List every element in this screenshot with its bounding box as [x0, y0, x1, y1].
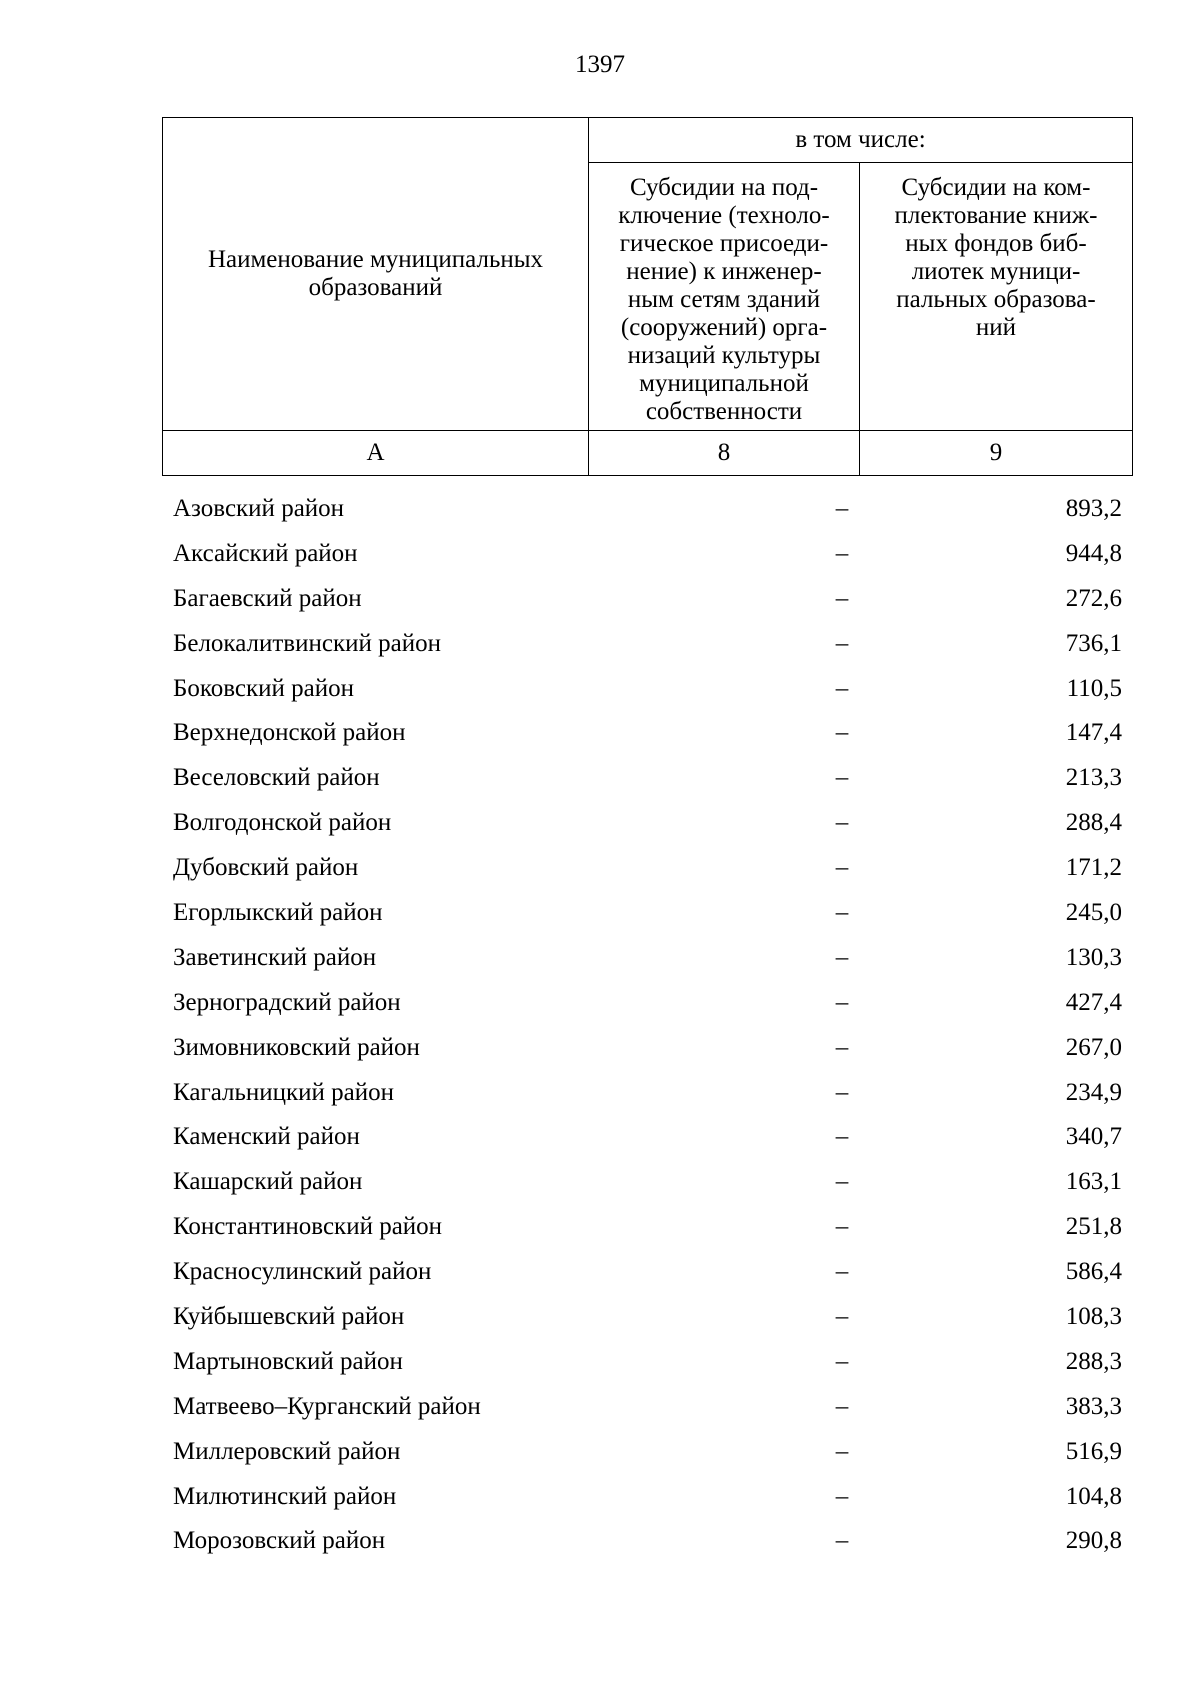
municipality-name: Куйбышевский район: [173, 1303, 405, 1331]
col8-value: –: [835, 1482, 849, 1510]
header-line: лиотек муници-: [911, 258, 1081, 285]
col9-value: 288,3: [1065, 1347, 1122, 1375]
table-row: [0, 757, 1200, 802]
col9-value: 944,8: [1065, 539, 1122, 567]
table-row: [0, 578, 1200, 623]
table-row: [0, 802, 1200, 847]
col8-value: –: [835, 1527, 849, 1555]
table-row: [0, 1027, 1200, 1072]
col8-value: –: [835, 988, 849, 1016]
header-line: ных фондов биб-: [905, 230, 1087, 257]
col9-value: 272,6: [1065, 584, 1122, 612]
municipality-name: Белокалитвинский район: [173, 629, 441, 657]
municipality-name: Матвеево–Курганский район: [173, 1392, 481, 1420]
table-row: [0, 1251, 1200, 1296]
municipality-name: Боковский район: [173, 674, 354, 702]
col8-value: –: [835, 1168, 849, 1196]
col8-value: –: [835, 1258, 849, 1286]
table-row: [0, 668, 1200, 713]
header-line: Субсидии на под-: [629, 174, 819, 201]
col9-value: 110,5: [1066, 674, 1122, 702]
municipality-name: Милютинский район: [173, 1482, 397, 1510]
index-cell-9: 9: [860, 431, 1133, 476]
header-line: плектование книж-: [894, 202, 1098, 229]
col8-value: –: [835, 809, 849, 837]
table-row: [0, 1520, 1200, 1565]
municipality-name: Каменский район: [173, 1123, 360, 1151]
header-col9: [860, 163, 1133, 431]
municipality-name: Веселовский район: [173, 764, 380, 792]
col8-value: –: [835, 1078, 849, 1106]
col8-value: –: [835, 943, 849, 971]
municipality-name: Аксайский район: [173, 539, 358, 567]
col9-value: 383,3: [1065, 1392, 1122, 1420]
col8-value: –: [835, 1437, 849, 1465]
table-row: [0, 1386, 1200, 1431]
table-row: [0, 1431, 1200, 1476]
col9-value: 290,8: [1065, 1527, 1122, 1555]
table-row: [0, 892, 1200, 937]
municipality-name: Миллеровский район: [173, 1437, 401, 1465]
col9-value: 104,8: [1065, 1482, 1122, 1510]
table-header: [162, 117, 1133, 476]
municipality-name: Волгодонской район: [173, 809, 392, 837]
table-body: [0, 488, 1200, 1565]
col9-value: 251,8: [1065, 1213, 1122, 1241]
table-row: [0, 533, 1200, 578]
col8-value: –: [835, 1213, 849, 1241]
table-row: [0, 847, 1200, 892]
header-line: ным сетям зданий: [627, 286, 821, 313]
page-number: 1397: [575, 51, 625, 78]
col9-value: 130,3: [1065, 943, 1122, 971]
municipality-name: Азовский район: [173, 495, 345, 522]
header-line: пальных образова-: [896, 286, 1096, 313]
municipality-name: Кашарский район: [173, 1168, 363, 1196]
municipality-name: Заветинский район: [173, 943, 377, 971]
municipality-name: Дубовский район: [173, 854, 359, 882]
table-row: [0, 712, 1200, 757]
table-row: [0, 1296, 1200, 1341]
table-row: [0, 1206, 1200, 1251]
col9-value: 108,3: [1065, 1303, 1122, 1331]
header-col8: [589, 163, 860, 431]
header-name-column: Наименование муниципальных образований: [163, 118, 589, 431]
col8-value: –: [835, 764, 849, 792]
col8-value: –: [835, 1347, 849, 1375]
col9-value: 893,2: [1065, 495, 1122, 522]
col9-value: 234,9: [1065, 1078, 1122, 1106]
header-line: (сооружений) орга-: [620, 314, 828, 341]
header-line: муниципальной: [639, 370, 809, 397]
col9-value: 147,4: [1065, 719, 1122, 747]
col8-value: –: [835, 1392, 849, 1420]
header-line: нение) к инженер-: [626, 258, 822, 285]
table-row: [0, 1116, 1200, 1161]
col8-value: –: [835, 539, 849, 567]
col9-value: 163,1: [1065, 1168, 1122, 1196]
col9-value: 736,1: [1065, 629, 1122, 657]
col8-value: –: [835, 854, 849, 882]
header-line: собственности: [645, 398, 803, 425]
municipality-name: Кагальницкий район: [173, 1078, 395, 1106]
col8-value: –: [835, 584, 849, 612]
col8-value: –: [835, 899, 849, 927]
municipality-name: Константиновский район: [173, 1213, 443, 1241]
col8-value: –: [835, 719, 849, 747]
col9-value: 171,2: [1065, 854, 1122, 882]
col9-value: 245,0: [1065, 899, 1122, 927]
header-group-label: в том числе:: [589, 118, 1133, 163]
table-row: [0, 1161, 1200, 1206]
index-cell-8: 8: [589, 431, 860, 476]
col8-value: –: [835, 495, 849, 522]
municipality-name: Мартыновский район: [173, 1347, 403, 1375]
col9-value: 427,4: [1065, 988, 1122, 1016]
table-row: [0, 1341, 1200, 1386]
header-line: ключение (техноло-: [618, 202, 830, 229]
col9-value: 586,4: [1065, 1258, 1122, 1286]
index-cell-a: А: [163, 431, 589, 476]
table-row: [0, 1072, 1200, 1117]
municipality-name: Верхнедонской район: [173, 719, 406, 747]
municipality-name: Багаевский район: [173, 584, 362, 612]
municipality-name: Морозовский район: [173, 1527, 386, 1555]
header-line: ний: [975, 314, 1017, 341]
col9-value: 288,4: [1065, 809, 1122, 837]
header-line: гическое присоеди-: [619, 230, 829, 257]
col9-value: 267,0: [1065, 1033, 1122, 1061]
header-line: Субсидии на ком-: [901, 174, 1091, 201]
col8-value: –: [835, 1033, 849, 1061]
table-row: [0, 982, 1200, 1027]
municipality-name: Зимовниковский район: [173, 1033, 420, 1061]
col9-value: 213,3: [1065, 764, 1122, 792]
col9-value: 516,9: [1065, 1437, 1122, 1465]
col8-value: –: [835, 1303, 849, 1331]
table-row: [0, 488, 1200, 533]
table-row: [0, 937, 1200, 982]
header-line: низаций культуры: [627, 342, 821, 369]
municipality-name: Красносулинский район: [173, 1258, 432, 1286]
table-row: [0, 1476, 1200, 1521]
col8-value: –: [835, 674, 849, 702]
col9-value: 340,7: [1065, 1123, 1122, 1151]
municipality-name: Егорлыкский район: [173, 899, 383, 927]
col8-value: –: [835, 1123, 849, 1151]
col8-value: –: [835, 629, 849, 657]
table-row: [0, 623, 1200, 668]
municipality-name: Зерноградский район: [173, 988, 401, 1016]
